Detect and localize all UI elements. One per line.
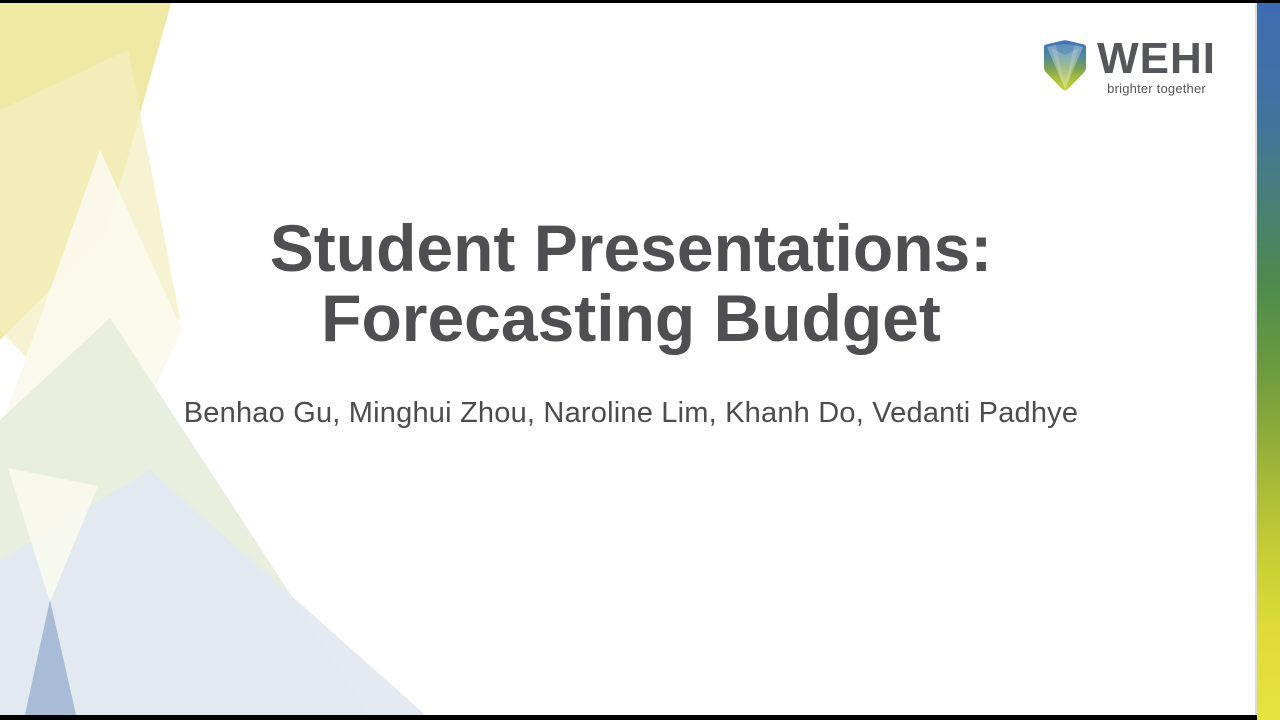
edge-gradient-strip [1255, 3, 1280, 720]
wehi-logo-text [1097, 34, 1216, 96]
letterbox-bar-bottom [0, 715, 1257, 720]
slide-title-line2: Forecasting Budget [321, 281, 941, 355]
slide-title [0, 213, 1262, 353]
slide-authors: Benhao Gu, Minghui Zhou, Naroline Lim, Khanh Do, Vedanti Padhye [183, 397, 1079, 429]
wehi-logo [1042, 34, 1216, 96]
slide-content [0, 213, 1262, 430]
wehi-logo-tagline: brighter together [1107, 81, 1206, 96]
wehi-logo-name: WEHI [1097, 34, 1216, 83]
slide-title-line1: Student Presentations: [269, 211, 993, 285]
wehi-shield-icon [1042, 39, 1088, 92]
letterbox-bar-top [0, 0, 1280, 3]
